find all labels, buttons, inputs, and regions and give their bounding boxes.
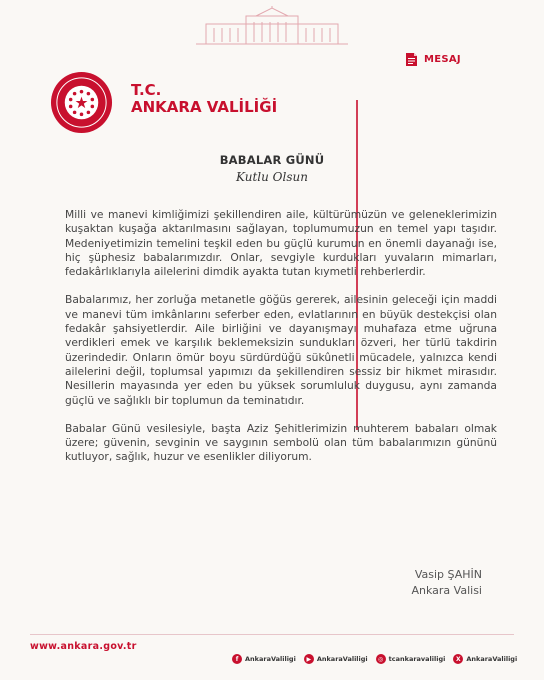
- letter-heading: BABALAR GÜNÜ: [219, 153, 325, 167]
- social-instagram[interactable]: [376, 654, 446, 664]
- website-link[interactable]: www.ankara.gov.tr: [30, 641, 137, 652]
- x-icon: X: [453, 654, 463, 664]
- footer-divider: [30, 634, 514, 635]
- youtube-icon: ▶: [304, 654, 314, 664]
- paragraph-2: Babalarımız, her zorluğa metanetle göğüs gererek, ailesinin geleceği için maddi ve manevi tüm imkânlarını seferber eden, evlatlarının en büyük destekçisi olan fedakâr şahsiyetlerdir. Aile birliğini ve dayanışmayı muhafaza etme uğruna verdikleri emek ve karşılık beklemeksizin sundukları özveri, her türlü takdirin üzerindedir. Onların ömür boyu sürdürdüğü sükûnetli mücadele, yalnızca kendi ailelerini değil, toplumsal yapımızı da şekillendiren sessiz bir hikmet mirasıdır. Nesillerin mayasında yer eden bu yüksek sorumluluk duygusu, aynı zamanda güçlü ve sağlıklı bir toplumun da teminatıdır.: [65, 293, 497, 407]
- signature-name: Vasip ŞAHİN: [414, 568, 482, 581]
- social-label: AnkaraValiligi: [316, 655, 368, 663]
- facebook-icon: f: [232, 654, 242, 664]
- social-label: AnkaraValiligi: [245, 655, 296, 663]
- valilik-seal-icon: [49, 70, 114, 135]
- government-building-icon: [196, 6, 348, 46]
- letter-body: [65, 208, 497, 479]
- title-ankara-valiligi: ANKARA VALİLİĞİ: [131, 98, 278, 117]
- title-tc: T.C.: [131, 81, 162, 99]
- institution-title: [131, 82, 277, 117]
- paragraph-3: Babalar Günü vesilesiyle, başta Aziz Şehitlerimizin muhterem babaları olmak üzere; güvenin, sevginin ve saygının sembolü olan tüm babalarımızın gününü kutluyor, sağlık, huzur ve esenlikler diliyorum.: [65, 421, 497, 464]
- paragraph-1: Milli ve manevi kimliğimizi şekillendiren aile, kültürümüzün ve geleneklerimizin kuşaktan kuşağa aktarılmasını sağlayan, toplumumuzun en temel yapı taşıdır. Medeniyetimizin temelini teşkil eden bu güçlü kurumun en önemli dayanağı ise, hiç şüphesiz babalarımızdır. Onlar, sevgiyle kurdukları yuvaların mimarları, fedakârlıklarıyla ailelerini dimdik ayakta tutan kıymetli rehberlerdir.: [65, 208, 497, 279]
- message-badge: [405, 52, 461, 67]
- social-label: tcankaravaliligi: [388, 655, 446, 663]
- social-links: [232, 654, 525, 664]
- social-facebook[interactable]: [232, 654, 296, 664]
- message-label: MESAJ: [424, 54, 461, 65]
- instagram-icon: ◎: [376, 654, 386, 664]
- social-label: AnkaraValiligi: [466, 655, 518, 663]
- social-youtube[interactable]: [304, 654, 368, 664]
- signature-title: Ankara Valisi: [411, 584, 482, 597]
- social-x[interactable]: [453, 654, 517, 664]
- letter-subheading: Kutlu Olsun: [236, 170, 308, 184]
- document-icon: [405, 52, 418, 67]
